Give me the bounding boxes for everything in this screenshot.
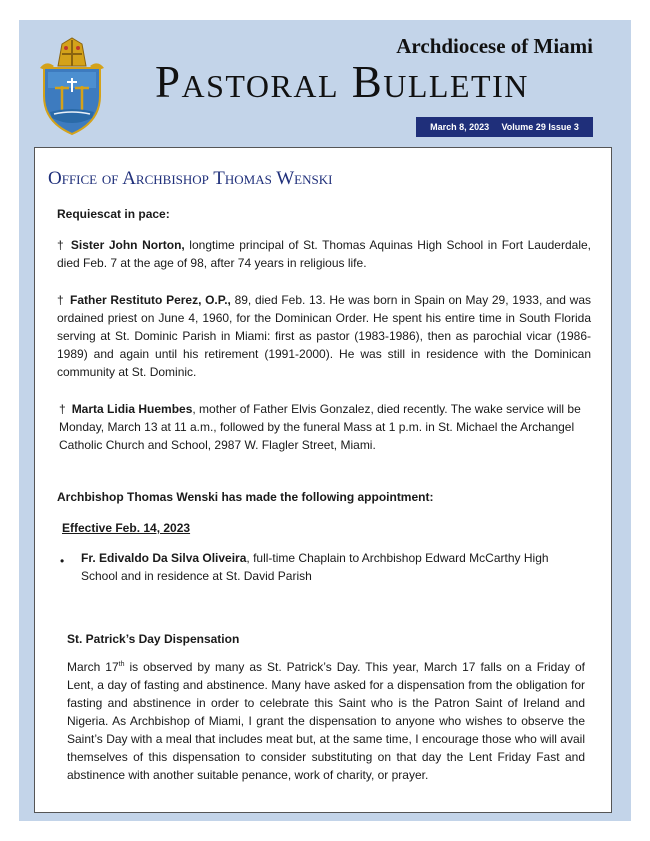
appointment-text: , full-time Chaplain to Archbishop Edward McCarthy High School and in residence at St. David Parish [81,551,549,583]
dateline-bar [416,117,593,137]
effective-date: Effective Feb. 14, 2023 [62,521,191,535]
office-heading: Office of Archbishop Thomas Wenski [48,168,333,189]
dagger-icon: † [59,402,66,416]
dispensation-text [67,658,585,784]
obituary-entry [59,400,591,454]
obituary-text: 89, died Feb. 13. He was born in Spain on May 29, 1933, and was ordained priest on June 4, 1960, for the Dominican Order. He spent his entire time in South Florida serving at St. Dominic Parish in Miami: first as pastor (1983-1986), then as parochial vicar (1986-1989) and again until his retirement (1991-2000). He was still in residence with the Dominican community at St. Dominic. [57,293,592,379]
obituary-name: Father Restituto Perez, O.P., [70,293,231,307]
dagger-icon: † [57,238,65,252]
archdiocese-name: Archdiocese of Miami [396,34,593,58]
archdiocese-crest-icon [36,36,108,136]
bulletin-title: Pastoral Bulletin [155,57,529,107]
appointments-heading: Archbishop Thomas Wenski has made the following appointment: [57,490,434,504]
bullet-icon: • [60,554,65,568]
volume-issue: Volume 29 Issue 3 [501,122,579,132]
dispensation-superscript: th [118,661,125,668]
dispensation-text-rest: is observed by many as St. Patrick’s Day. This year, March 17 falls on a Friday of Lent, a day of fasting and abstinence. Many have asked for a dispensation from the obligation for fasting and abstinence in order to celebrate this Saint who is the Patron Saint of Ireland and Nigeria. As Archbishop of Miami, I grant the dispensation to anyone who wishes to observe the Saint’s Day with a meal that includes meat but, at the same time, I encourage those who will avail themselves of this dispensation to consider substituting on that day the Lent Friday Fast and abstinence with another suitable penance, work of charity, or prayer. [67,660,585,782]
obituary-name: Marta Lidia Huembes [71,402,193,416]
dispensation-text-start: March 17 [67,660,119,674]
requiescat-label: Requiescat in pace: [57,207,170,221]
obituary-entry [57,236,591,272]
issue-date: March 8, 2023 [430,122,490,132]
dagger-icon: † [57,293,65,307]
obituary-name: Sister John Norton, [70,238,185,252]
obituary-text: , mother of Father Elvis Gonzalez, died recently. The wake service will be Monday, March 13 at 11 a.m., followed by the funeral Mass at 1 p.m. in St. Michael the Archangel Catholic Church and School, 2987 W. Flagler Street, Miami. [59,402,581,452]
obituary-text: longtime principal of St. Thomas Aquinas High School in Fort Lauderdale, died Feb. 7 at the age of 98, after 74 years in religious life. [57,238,591,270]
appointee-name: Fr. Edivaldo Da Silva Oliveira [81,551,247,565]
obituary-entry [57,291,591,381]
dispensation-heading: St. Patrick’s Day Dispensation [67,632,240,646]
appointment-item [81,549,581,585]
